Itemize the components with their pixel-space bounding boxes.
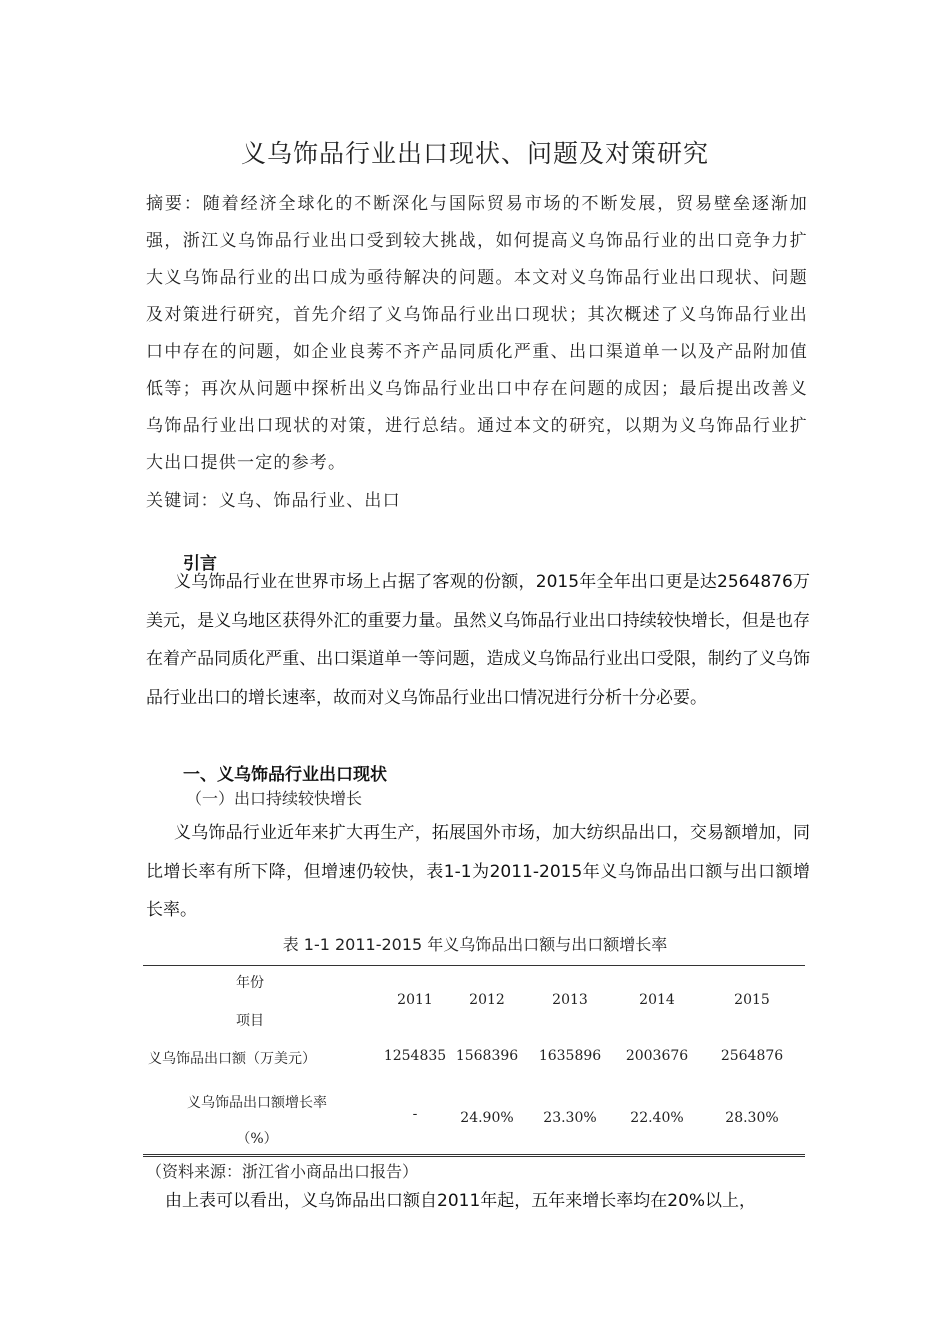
document-title: 义乌饰品行业出口现状、问题及对策研究 <box>240 139 709 168</box>
year-cell: 2012 <box>469 992 505 1008</box>
year-cell: 2014 <box>639 992 675 1008</box>
value-cell: 28.30% <box>725 1110 779 1126</box>
table-row <box>143 1074 805 1154</box>
intro-paragraph: 义乌饰品行业在世界市场上占据了客观的份额，2015年全年出口更是达2564876万美元，是义乌地区获得外汇的重要力量。虽然义乌饰品行业出口持续较快增长，但是也存在着产品同质化严重、出口渠道单一等问题，造成义乌饰品行业出口受限，制约了义乌饰品行业出口的增长速率，故而对义乌饰品行业出口情况进行分析十分必要。 <box>146 572 810 708</box>
header-year-label: 年份 <box>236 975 264 991</box>
value-cell: - <box>412 1106 418 1122</box>
table-source: （资料来源：浙江省小商品出口报告） <box>146 1162 419 1181</box>
abstract-paragraph: 摘要：随着经济全球化的不断深化与国际贸易市场的不断发展，贸易壁垒逐渐加强，浙江义乌饰品行业出口受到较大挑战，如何提高义乌饰品行业的出口竞争力扩大义乌饰品行业的出口成为亟待解决的问题。本文对义乌饰品行业出口现状、问题及对策进行研究，首先介绍了义乌饰品行业出口现状；其次概述了义乌饰品行业出口中存在的问题，如企业良莠不齐产品同质化严重、出口渠道单一以及产品附加值低等；再次从问题中探析出义乌饰品行业出口中存在问题的成因；最后提出改善义乌饰品行业出口现状的对策，进行总结。通过本文的研究，以期为义乌饰品行业扩大出口提供一定的参考。 <box>146 194 808 473</box>
value-cell: 1635896 <box>538 1048 602 1064</box>
row-label-unit: （%） <box>236 1131 278 1147</box>
year-cell: 2013 <box>552 992 588 1008</box>
table-caption: 表 1-1 2011-2015 年义乌饰品出口额与出口额增长率 <box>282 935 668 954</box>
value-cell: 1254835 <box>383 1048 447 1064</box>
keywords-line: 关键词：义乌、饰品行业、出口 <box>146 491 401 511</box>
value-cell: 1568396 <box>455 1048 519 1064</box>
subsection-heading: （一）出口持续较快增长 <box>186 789 363 808</box>
table-row <box>143 1042 805 1074</box>
subsection-paragraph: 义乌饰品行业近年来扩大再生产，拓展国外市场，加大纺织品出口，交易额增加，同比增长率有所下降，但增速仍较快，表1-1为2011-2015年义乌饰品出口额与出口额增长率。 <box>146 823 810 920</box>
year-cell: 2011 <box>397 992 433 1008</box>
row-label: 义乌饰品出口额增长率 <box>187 1095 327 1111</box>
table-header-row <box>143 966 805 1042</box>
section-heading: 一、义乌饰品行业出口现状 <box>183 765 387 785</box>
intro-heading: 引言 <box>183 554 217 574</box>
header-item-label: 项目 <box>236 1013 264 1029</box>
value-cell: 23.30% <box>543 1110 597 1126</box>
value-cell: 2003676 <box>625 1048 689 1064</box>
value-cell: 22.40% <box>630 1110 684 1126</box>
value-cell: 24.90% <box>460 1110 514 1126</box>
value-cell: 2564876 <box>720 1048 784 1064</box>
export-table <box>143 965 805 1157</box>
row-label: 义乌饰品出口额（万美元） <box>148 1051 316 1067</box>
body-paragraph: 由上表可以看出，义乌饰品出口额自2011年起，五年来增长率均在20%以上， <box>165 1191 757 1211</box>
year-cell: 2015 <box>734 992 770 1008</box>
